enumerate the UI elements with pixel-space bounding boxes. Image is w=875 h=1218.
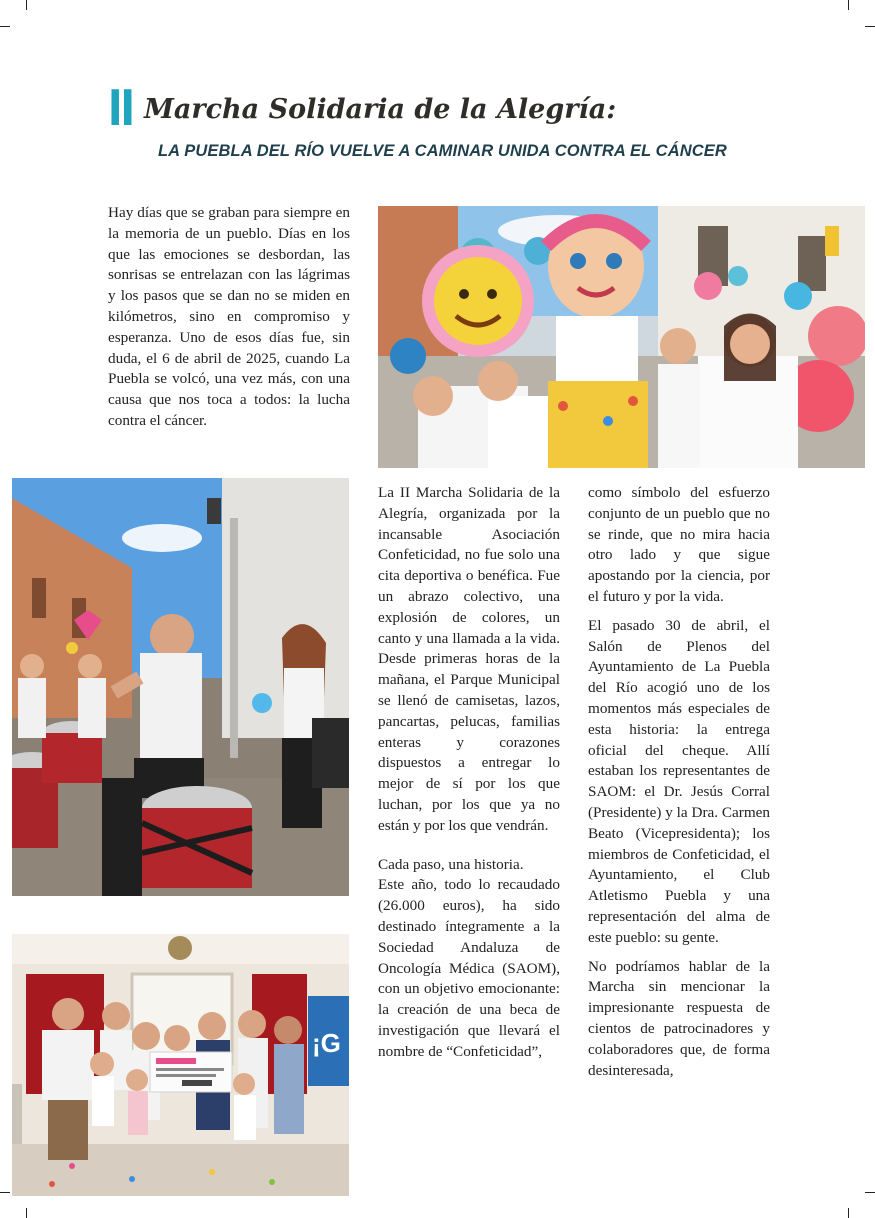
crop-mark — [26, 1208, 27, 1218]
column2-paragraph-2: Cada paso, una historia. — [378, 855, 524, 873]
photo-banner-text: ¡G — [312, 1028, 341, 1058]
article-column-2 — [378, 483, 560, 1063]
intro-text: Hay días que se graban para siempre en la memoria de un pueblo. Días en los que las emociones se desbordan, las sonrisas se entrelazan con las lágrimas y los pasos que se dan no se miden en kilómetros, sino en compromiso y esperanza. Uno de esos días fue, sin duda, el 6 de abril de 2025, cuando La Puebla se volcó, una vez más, con una causa que nos toca a todos: la lucha contra el cáncer. — [108, 204, 350, 429]
roman-numeral: II — [108, 79, 133, 137]
column3-paragraph-2: El pasado 30 de abril, el Salón de Plenos del Ayuntamiento de La Puebla del Río acogió uno de los momentos más especiales de esta historia: la entrega oficial del cheque. Allí estaban los representantes de SAOM: el Dr. Jesús Corral (Presidente) y la Dra. Carmen Beato (Vicepresidenta); los miembros de Confeticidad, el Ayuntamiento, el Club Atletismo Puebla y una representación del alma de este pueblo: su gente. — [588, 616, 770, 946]
column2-paragraph-3: Este año, todo lo recaudado (26.000 euros), ha sido destinado íntegramente a la Sociedad Andaluza de Oncología Médica (SAOM), con un objetivo emocionante: la creación de una beca de investigación que llevará el nombre de “Confeticidad”, — [378, 876, 560, 1060]
crop-mark — [0, 1192, 10, 1193]
crop-mark — [0, 26, 10, 27]
intro-paragraph — [108, 203, 350, 432]
article-title: Marcha Solidaria de la Alegría: — [144, 94, 617, 125]
column2-paragraph-1: La II Marcha Solidaria de la Alegría, organizada por la incansable Asociación Confeticidad, no fue solo una cita deportiva o benéfica. Fue un abrazo colectivo, una explosión de colores, un canto y una llamada a la vida. Desde primeras horas de la mañana, el Parque Municipal se llenó de camisetas, lazos, pancartas, pelucas, familias enteras y corazones dispuestos a entregar lo mejor de sí por los que luchan, por los que ya no están y por los que vendrán. — [378, 484, 560, 834]
crop-mark — [865, 1192, 875, 1193]
crop-mark — [865, 26, 875, 27]
crop-mark — [848, 0, 849, 10]
column3-paragraph-1: como símbolo del esfuerzo conjunto de un pueblo que no se rinde, que no mira hacia otro lado y que sigue apostando por la ciencia, por el futuro y por la vida. — [588, 484, 770, 605]
photo-drummer — [12, 478, 349, 896]
article-column-3 — [588, 483, 770, 1081]
column3-paragraph-3: No podríamos hablar de la Marcha sin mencionar la impresionante respuesta de cientos de patrocinadores y colaboradores que, de forma desinteresada, — [588, 957, 770, 1079]
photo-mascots — [378, 206, 865, 468]
photo-cheque-handover — [12, 934, 349, 1196]
crop-mark — [26, 0, 27, 10]
crop-mark — [848, 1208, 849, 1218]
article-subtitle: LA PUEBLA DEL RÍO VUELVE A CAMINAR UNIDA CONTRA EL CÁNCER — [158, 142, 727, 160]
